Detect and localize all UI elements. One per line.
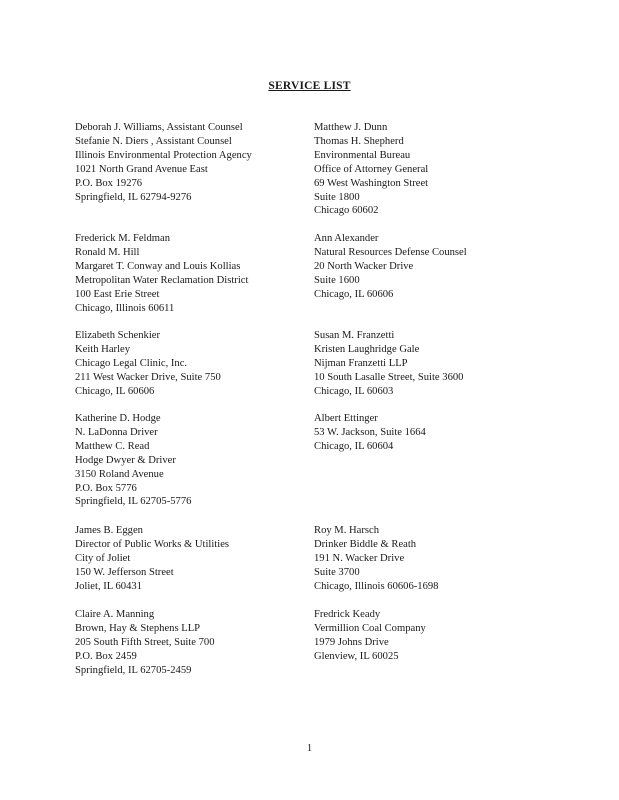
service-entry-left — [75, 232, 314, 329]
address-line: Nijman Franzetti LLP — [314, 357, 408, 369]
address-line: N. LaDonna Driver — [75, 426, 158, 438]
service-list-grid — [75, 121, 595, 678]
address-line: 10 South Lasalle Street, Suite 3600 — [314, 371, 464, 383]
address-line: 20 North Wacker Drive — [314, 260, 414, 272]
service-entry-left — [75, 329, 314, 412]
address-line: Environmental Bureau — [314, 149, 411, 161]
address-line: Katherine D. Hodge — [75, 413, 161, 424]
address-line: 3150 Roland Avenue — [75, 468, 164, 480]
address-line: Drinker Biddle & Reath — [314, 538, 417, 550]
service-entry-left — [75, 121, 314, 232]
service-row — [75, 121, 595, 232]
address-line: Natural Resources Defense Counsel — [314, 246, 467, 258]
address-line: Glenview, IL 60025 — [314, 650, 399, 662]
address-line: Margaret T. Conway and Louis Kollias — [75, 260, 241, 272]
address-line: P.O. Box 19276 — [75, 177, 143, 189]
address-line: Roy M. Harsch — [314, 525, 380, 536]
address-line: 69 West Washington Street — [314, 177, 429, 189]
address-line: 191 N. Wacker Drive — [314, 552, 405, 564]
address-line: Springfield, IL 62705-2459 — [75, 664, 192, 676]
address-line: Chicago Legal Clinic, Inc. — [75, 357, 188, 369]
address-line: 1021 North Grand Avenue East — [75, 163, 208, 175]
address-line: 211 West Wacker Drive, Suite 750 — [75, 371, 221, 383]
address-line: Suite 1800 — [314, 191, 360, 203]
address-line: Claire A. Manning — [75, 609, 155, 620]
service-entry-left — [75, 524, 314, 608]
address-line: P.O. Box 5776 — [75, 482, 137, 494]
address-line: Chicago, IL 60604 — [314, 440, 394, 452]
address-line: Chicago, IL 60606 — [75, 385, 155, 397]
service-entry-right — [314, 329, 595, 412]
address-line: Joliet, IL 60431 — [75, 580, 142, 592]
service-row — [75, 412, 595, 524]
service-entry-left — [75, 412, 314, 524]
address-line: Kristen Laughridge Gale — [314, 343, 420, 355]
service-row — [75, 329, 595, 412]
address-line: Office of Attorney General — [314, 163, 429, 175]
address-line: Susan M. Franzetti — [314, 330, 395, 341]
page-number: 1 — [306, 743, 313, 754]
address-line: Metropolitan Water Reclamation District — [75, 274, 249, 286]
address-line: Ronald M. Hill — [75, 246, 140, 258]
service-entry-right — [314, 412, 595, 524]
address-line: Chicago, Illinois 60611 — [75, 302, 175, 314]
address-line: Thomas H. Shepherd — [314, 135, 404, 147]
address-line: 53 W. Jackson, Suite 1664 — [314, 426, 426, 438]
address-line: Director of Public Works & Utilities — [75, 538, 230, 550]
address-line: Chicago, IL 60603 — [314, 385, 394, 397]
address-line: Chicago, IL 60606 — [314, 288, 394, 300]
address-line: 100 East Erie Street — [75, 288, 160, 300]
service-entry-right — [314, 608, 595, 678]
address-line: Ann Alexander — [314, 233, 379, 244]
address-line: Elizabeth Schenkier — [75, 330, 161, 341]
service-entry-right — [314, 232, 595, 329]
address-line: Matthew C. Read — [75, 440, 150, 452]
service-row — [75, 524, 595, 608]
address-line: Chicago 60602 — [314, 205, 379, 217]
service-row — [75, 232, 595, 329]
address-line: James B. Eggen — [75, 525, 143, 536]
address-line: Stefanie N. Diers , Assistant Counsel — [75, 135, 232, 147]
address-line: Brown, Hay & Stephens LLP — [75, 622, 201, 634]
address-line: Suite 1600 — [314, 274, 360, 286]
address-line: Springfield, IL 62705-5776 — [75, 496, 192, 508]
address-line: Frederick M. Feldman — [75, 233, 171, 244]
address-line: 205 South Fifth Street, Suite 700 — [75, 636, 215, 648]
address-line: Chicago, Illinois 60606-1698 — [314, 580, 439, 592]
address-line: Springfield, IL 62794-9276 — [75, 191, 192, 203]
address-line: 150 W. Jefferson Street — [75, 566, 174, 578]
service-entry-right — [314, 121, 595, 232]
address-line: Hodge Dwyer & Driver — [75, 454, 176, 466]
address-line: Deborah J. Williams, Assistant Counsel — [75, 122, 243, 133]
address-line: Suite 3700 — [314, 566, 360, 578]
page-title: SERVICE LIST — [268, 80, 351, 92]
address-line: P.O. Box 2459 — [75, 650, 137, 662]
address-line: Albert Ettinger — [314, 413, 378, 424]
address-line: Fredrick Keady — [314, 609, 381, 620]
address-line: Keith Harley — [75, 343, 131, 355]
service-row — [75, 608, 595, 678]
service-entry-right — [314, 524, 595, 608]
address-line: 1979 Johns Drive — [314, 636, 389, 648]
service-entry-left — [75, 608, 314, 678]
address-line: Matthew J. Dunn — [314, 122, 388, 133]
address-line: Illinois Environmental Protection Agency — [75, 149, 252, 161]
address-line: Vermillion Coal Company — [314, 622, 426, 634]
address-line: City of Joliet — [75, 552, 131, 564]
